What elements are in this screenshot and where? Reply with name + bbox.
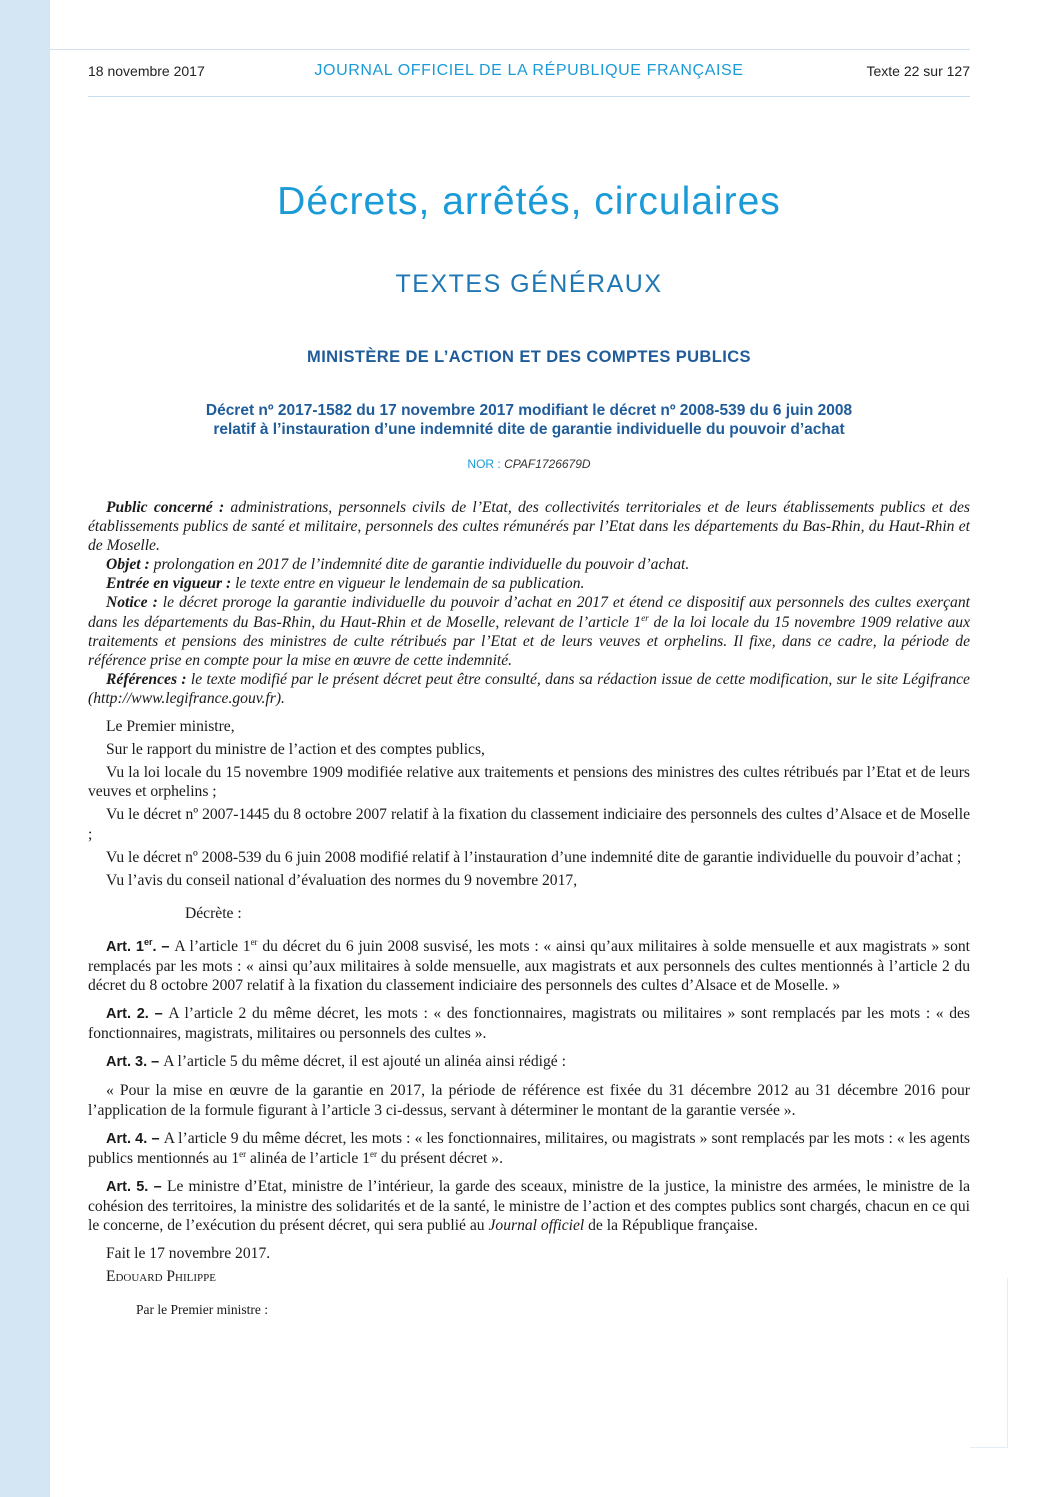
references [88, 670, 970, 708]
public-concerne [88, 498, 970, 555]
page-header [88, 63, 970, 83]
top-rule [50, 49, 970, 50]
ministry-heading: MINISTÈRE DE L’ACTION ET DES COMPTES PUBLICS [307, 348, 751, 366]
references-text: le texte modifié par le présent décret peut être consulté, dans sa rédaction issue de cette modification, sur le site Légifrance (http://www.legifrance.gouv.fr). [88, 670, 970, 707]
notice-sup: er [641, 612, 649, 623]
header-text-count: Texte 22 sur 127 [866, 63, 970, 79]
article-2-text: A l’article 2 du même décret, les mots : « des fonctionnaires, magistrats ou militaires » sont remplacés par les mots : « des fonctionnaires, magistrats, militaires ou personnels des cultes ». [88, 1005, 970, 1043]
visa-2: Vu le décret nº 2007-1445 du 8 octobre 2007 relatif à la fixation du classement indiciaire des personnels des cultes d’Alsace et de Moselle ; [88, 806, 970, 843]
article-5-label: Art. 5. – [106, 1178, 167, 1195]
article-5: Art. 5. – Le ministre d’Etat, ministre de l’intérieur, la garde des sceaux, ministre de la justice, la ministre des armées, le ministre de la cohésion des territoires, la ministre des solidarités et de la santé, le ministre de l’action et des comptes publics sont chargés, chacun en ce qui le concerne, de l’exécution du présent décret, qui sera publié au Journal officiel de la République française. [88, 1177, 970, 1234]
bottom-rule [970, 1447, 1008, 1448]
nor-value: CPAF1726679D [504, 457, 591, 471]
article-2-label: Art. 2. – [106, 1006, 169, 1023]
signature: Edouard Philippe [106, 1268, 216, 1286]
article-3-text: A l’article 5 du même décret, il est ajouté un alinéa ainsi rédigé : [163, 1053, 566, 1071]
decree-title-line-2: relatif à l’instauration d’une indemnité dite de garantie individuelle du pouvoir d’achat [213, 421, 845, 438]
visa-3: Vu le décret nº 2008-539 du 6 juin 2008 modifié relatif à l’instauration d’une indemnité dite de garantie individuelle du pouvoir d’achat ; [106, 848, 962, 866]
article-3-quote: « Pour la mise en œuvre de la garantie en 2017, la période de référence est fixée du 31 décembre 2012 au 31 décembre 2016 pour l’application de la formule figurant à l’article 3 ci-dessus, servant à déterminer le montant de la garantie versée ». [88, 1082, 970, 1119]
notice-block [88, 498, 970, 708]
article-2 [88, 1004, 970, 1043]
entree-label: Entrée en vigueur : [106, 575, 232, 593]
entree-text: le texte entre en vigueur le lendemain de sa publication. [231, 575, 585, 593]
nor-reference [88, 457, 970, 471]
article-4: Art. 4. – A l’article 9 du même décret, les mots : « les fonctionnaires, militaires, ou magistrats » sont remplacés par les mots : « les agents publics mentionnés au 1er alinéa de l’article 1er du présent décret ». [88, 1129, 970, 1167]
notice-text-a: le décret proroge la garantie individuelle du pouvoir d’achat en 2017 et étend ce dispositif aux personnels des cultes exerçant dans les départements du Bas-Rhin, du Haut-Rhin et de Moselle, relevant de l’article 1 [88, 594, 970, 631]
decree-title [88, 401, 970, 439]
entree-en-vigueur [88, 574, 970, 593]
notice-label: Notice : [106, 594, 158, 612]
header-date: 18 novembre 2017 [88, 63, 205, 79]
article-3-label: Art. 3. – [106, 1054, 164, 1071]
par-le-premier-ministre: Par le Premier ministre : [136, 1302, 268, 1318]
main-title: Décrets, arrêtés, circulaires [277, 180, 781, 223]
notice-text-b: de la loi locale du 15 novembre 1909 relative aux traitements et pensions des ministres de culte rétribués par l’Etat et de leurs veuves et orphelins. Il fixe, dans ce cadre, la période de référence prise en compte pour la mise en œuvre de cette indemnité. [88, 613, 970, 669]
rapport: Sur le rapport du ministre de l’action et des comptes publics, [106, 741, 485, 759]
premier-ministre: Le Premier ministre, [106, 718, 235, 736]
public-label: Public concerné : [106, 499, 225, 516]
article-3 [88, 1052, 970, 1072]
decree-body [88, 498, 970, 1319]
fait-le: Fait le 17 novembre 2017. [106, 1245, 271, 1263]
nor-label: NOR : [467, 457, 505, 471]
article-1-label: Art. 1er. – [106, 937, 175, 955]
visa-1: Vu la loi locale du 15 novembre 1909 modifiée relative aux traitements et pensions des ministres des cultes rétribués par l’Etat et de leurs veuves et orphelins ; [88, 764, 970, 801]
visa-4: Vu l’avis du conseil national d’évaluation des normes du 9 novembre 2017, [106, 871, 578, 889]
header-divider [88, 96, 970, 97]
public-text: administrations, personnels civils de l’Etat, des collectivités territoriales et de leurs établissements publics et des établissements publics de santé et militaire, personnels des cultes rémunérés par l’Etat dans les départements du Bas-Rhin, du Haut-Rhin et de Moselle. [88, 499, 970, 555]
decree-title-line-1: Décret nº 2017-1582 du 17 novembre 2017 modifiant le décret nº 2008-539 du 6 juin 2008 [205, 402, 853, 419]
decrete: Décrète : [185, 904, 242, 922]
objet-text: prolongation en 2017 de l’indemnité dite de garantie individuelle du pouvoir d’achat. [149, 556, 690, 574]
references-label: Références : [106, 670, 187, 688]
right-rule [1007, 1278, 1008, 1448]
objet-label: Objet : [106, 556, 150, 574]
article-4-label: Art. 4. – [106, 1130, 164, 1147]
notice [88, 593, 970, 669]
section-title: TEXTES GÉNÉRAUX [395, 270, 663, 298]
header-journal-title: JOURNAL OFFICIEL DE LA RÉPUBLIQUE FRANÇAISE [314, 62, 744, 79]
objet [88, 555, 970, 574]
article-1: Art. 1er. – A l’article 1er du décret du 6 juin 2008 susvisé, les mots : « ainsi qu’aux militaires à solde mensuelle et aux magistrats » sont remplacés par les mots : « ainsi qu’aux militaires à solde mensuelle, aux magistrats et aux personnels des cultes mentionnés à l’article 2 du décret du 8 octobre 2007 relatif à la fixation du classement indiciaire des personnels des cultes d’Alsace et de Moselle. » [88, 936, 970, 995]
left-margin-band [0, 0, 50, 1497]
